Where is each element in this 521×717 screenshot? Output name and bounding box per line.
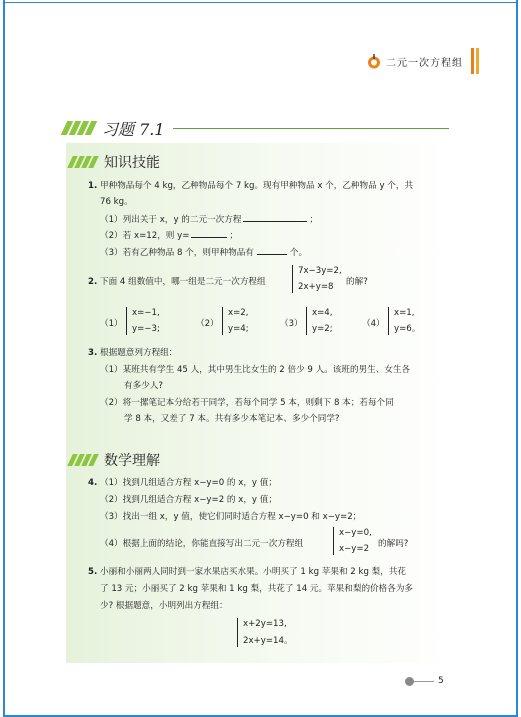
answer-blank xyxy=(191,229,227,238)
question-number: 2. xyxy=(88,277,98,287)
q1c-text: （3）若有乙种物品 8 个，则甲种物品有 xyxy=(100,248,254,258)
option-label: （3） xyxy=(280,319,303,329)
chevron-decor-icon xyxy=(70,454,98,466)
equation: x+2y=13, xyxy=(243,619,287,629)
page-border-top xyxy=(3,2,518,3)
chapter-title: 二元一次方程组 xyxy=(386,57,463,69)
q4-tail: 的解吗? xyxy=(378,539,409,549)
title-rule xyxy=(173,128,449,129)
question-number: 3. xyxy=(88,348,98,358)
equation: 2x+y=8 xyxy=(298,282,334,292)
q3-b-line1: （2）将一摞笔记本分给若干同学，若每个同学 5 本，则剩下 8 本；若每个同 xyxy=(100,398,394,408)
footer-dot-icon xyxy=(405,677,414,686)
q2-system xyxy=(292,265,342,293)
answer-blank xyxy=(257,246,287,255)
option-line: y=−3; xyxy=(132,324,160,334)
q1-part-c xyxy=(100,246,307,259)
option-line: y=6。 xyxy=(394,324,421,334)
q1-line1: 甲种物品每个 4 kg，乙种物品每个 7 kg。现有甲种物品 x 个，乙种物品 y 个，共 xyxy=(100,181,414,191)
apple-icon xyxy=(366,53,382,69)
q3-text: 根据题意列方程组： xyxy=(100,348,178,358)
q5-line2: 了 13 元；小丽买了 2 kg 苹果和 1 kg 梨，共花了 14 元。苹果和梨的价格各为多 xyxy=(100,584,414,594)
q5-system xyxy=(237,618,293,647)
page-border-left xyxy=(3,0,5,717)
q1b-text: （2）若 x=12，则 y= xyxy=(100,231,190,241)
section-head-knowledge xyxy=(70,152,160,172)
exercise-title-row xyxy=(64,117,449,139)
option-label: （4） xyxy=(362,319,385,329)
q2-text: 下面 4 组数值中，哪一组是二元一次方程组 xyxy=(100,277,266,287)
q5-line1: 小丽和小丽两人同时到一家水果店买水果。小明买了 1 kg 苹果和 2 kg 梨，共花 xyxy=(100,567,407,577)
option-line: x=4, xyxy=(312,308,333,318)
q3-b-line2: 学 8 本，又差了 7 本。共有多少本笔记本、多少个同学? xyxy=(124,414,340,424)
header-decor-bars xyxy=(469,48,479,74)
answer-blank xyxy=(243,213,307,222)
option-line: x=2, xyxy=(228,308,249,318)
q3-a-line2: 有多少人? xyxy=(124,381,163,391)
chevron-decor-icon xyxy=(70,156,98,168)
exercise-title: 习题 7.1 xyxy=(102,119,165,139)
option-line: x=1, xyxy=(394,308,415,318)
question-number: 5. xyxy=(88,567,98,577)
equation: 2x+y=14。 xyxy=(243,636,293,646)
chapter-header xyxy=(366,48,479,74)
chevron-decor-icon xyxy=(64,121,96,135)
option-line: y=2; xyxy=(312,324,333,334)
option-system xyxy=(388,307,420,335)
section-head-understanding xyxy=(70,450,160,470)
option-system xyxy=(126,307,160,335)
q4-part-a: （1）找到几组适合方程 x−y=0 的 x，y 值； xyxy=(100,478,277,488)
question-number: 4. xyxy=(88,478,98,488)
q1a-text: （1）列出关于 x，y 的二元一次方程 xyxy=(100,215,242,225)
footer-rule xyxy=(414,681,434,682)
q4-system xyxy=(333,527,372,555)
page-footer xyxy=(405,676,444,686)
q1-part-a xyxy=(100,213,318,226)
option-line: x=−1, xyxy=(132,308,160,318)
q1a-tail: ； xyxy=(309,215,319,225)
q3-a-line1: （1）某班共有学生 45 人，其中男生比女生的 2 倍少 9 人。该班的男生、女生各 xyxy=(100,365,411,375)
question-number: 1. xyxy=(88,181,98,191)
option-label: （2） xyxy=(196,319,219,329)
q1-part-b xyxy=(100,229,238,242)
section-title: 数学理解 xyxy=(104,453,160,469)
q1b-tail: ； xyxy=(229,231,239,241)
option-system xyxy=(222,307,249,335)
option-system xyxy=(306,307,333,335)
equation: x−y=0, xyxy=(339,528,372,538)
option-line: y=4; xyxy=(228,324,249,334)
page-border-right xyxy=(516,0,518,717)
q1-line2: 76 kg。 xyxy=(100,197,133,207)
equation: 7x−3y=2, xyxy=(298,266,342,276)
q1c-tail: 个。 xyxy=(289,248,308,258)
q5-line3: 少? 根据题意，小明列出方程组： xyxy=(100,601,228,611)
q4-part-d: （4）根据上面的结论，你能直接写出二元一次方程组 xyxy=(100,539,304,549)
page-number: 5 xyxy=(438,676,444,686)
section-title: 知识技能 xyxy=(104,155,160,171)
q4-part-c: （3）找出一组 x，y 值，使它们同时适合方程 x−y=0 和 x−y=2； xyxy=(100,512,362,522)
option-label: （1） xyxy=(100,319,123,329)
q2-tail: 的解? xyxy=(346,277,368,287)
q4-part-b: （2）找到几组适合方程 x−y=2 的 x，y 值； xyxy=(100,495,277,505)
equation: x−y=2 xyxy=(339,544,370,554)
